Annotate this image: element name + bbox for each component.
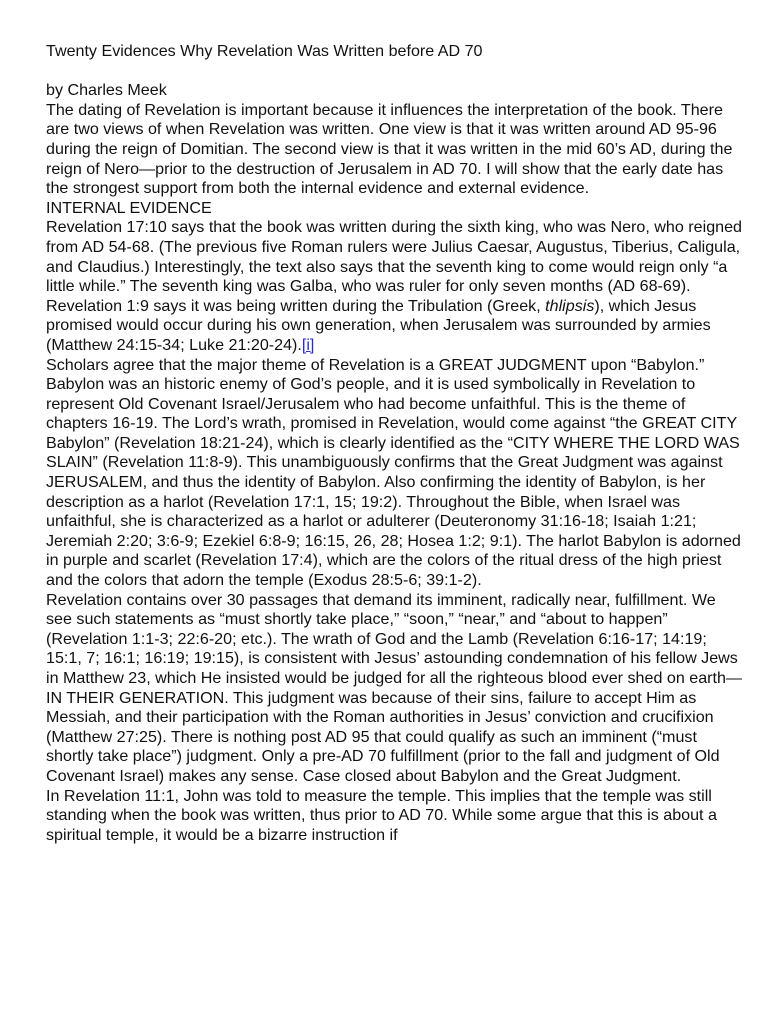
paragraph-tribulation	[46, 297, 746, 356]
section-heading: INTERNAL EVIDENCE	[46, 198, 212, 217]
greek-term: thlipsis	[545, 296, 595, 315]
footnote-link[interactable]: [i]	[301, 335, 315, 354]
paragraph-temple: In Revelation 11:1, John was told to measure the temple. This implies that the temple was still standing when the book was written, thus prior to AD 70. While some argue that this is about a spiritual temple, it would be a bizarre instruction if	[46, 786, 717, 844]
document-title: Twenty Evidences Why Revelation Was Written before AD 70	[46, 42, 483, 60]
document-body	[46, 42, 746, 845]
paragraph-sixth-king: Revelation 17:10 says that the book was written during the sixth king, who was Nero, who reigned from AD 54-68. (The previous five Roman rulers were Julius Caesar, Augustus, Tiberius, Caligula, and Claudius.) Interestingly, the text also says that the seventh king to come would reign only “a little while.” The seventh king was Galba, who was ruler for only seven months (AD 68-69).	[46, 218, 742, 296]
paragraph-imminence: Revelation contains over 30 passages that demand its imminent, radically near, fulfillment. We see such statements as “must shortly take place,” “soon,” “near,” and “about to happen” (Revelation 1:1-3; 22:6-20; etc.). The wrath of God and the Lamb (Revelation 6:16-17; 14:19; 15:1, 7; 16:1; 16:19; 19:15), is consistent with Jesus’ astounding condemnation of his fellow Jews in Matthew 23, which He insisted would be judged for all the righteous blood ever shed on earth—IN THEIR GENERATION. This judgment was because of their sins, failure to accept Him as Messiah, and their participation with the Roman authorities in Jesus’ conviction and crucifixion (Matthew 27:25). There is nothing post AD 95 that could qualify as such an imminent (“must shortly take place”) judgment. Only a pre-AD 70 fulfillment (prior to the fall and judgment of Old Covenant Israel) makes any sense. Case closed about Babylon and the Great Judgment.	[46, 590, 743, 785]
intro-paragraph: The dating of Revelation is important because it influences the interpretation of the book. There are two views of when Revelation was written. One view is that it was written around AD 95-96 during the reign of Domitian. The second view is that it was written in the mid 60’s AD, during the reign of Nero—prior to the destruction of Jerusalem in AD 70. I will show that the early date has the strongest support from both the internal evidence and external evidence.	[46, 100, 733, 198]
paragraph-tribulation-text-a: Revelation 1:9 says it was being written during the Tribulation (Greek,	[46, 296, 546, 315]
paragraph-tribulation-text-b: ), which Jesus promised would occur during his own generation, when Jerusalem was surrounded by armies (Matthew 24:15-34; Luke 21:20-24).	[46, 296, 711, 354]
paragraph-babylon: Scholars agree that the major theme of Revelation is a GREAT JUDGMENT upon “Babylon.” Babylon was an historic enemy of God’s people, and it is used symbolically in Revelation to represent Old Covenant Israel/Jerusalem who had become unfaithful. This is the theme of chapters 16-19. The Lord’s wrath, promised in Revelation, would come against “the GREAT CITY Babylon” (Revelation 18:21-24), which is clearly identified as the “CITY WHERE THE LORD WAS SLAIN” (Revelation 11:8-9). This unambiguously confirms that the Great Judgment was against JERUSALEM, and thus the identity of Babylon. Also confirming the identity of Babylon, is her description as a harlot (Revelation 17:1, 15; 19:2). Throughout the Bible, when Israel was unfaithful, she is characterized as a harlot or adulterer (Deuteronomy 31:16-18; Isaiah 1:21; Jeremiah 2:20; 3:6-9; Ezekiel 6:8-9; 16:15, 26, 28; Hosea 1:2; 9:1). The harlot Babylon is adorned in purple and scarlet (Revelation 17:4), which are the colors of the ritual dress of the high priest and the colors that adorn the temple (Exodus 28:5-6; 39:1-2).	[46, 355, 741, 590]
author-line: by Charles Meek	[46, 81, 167, 100]
